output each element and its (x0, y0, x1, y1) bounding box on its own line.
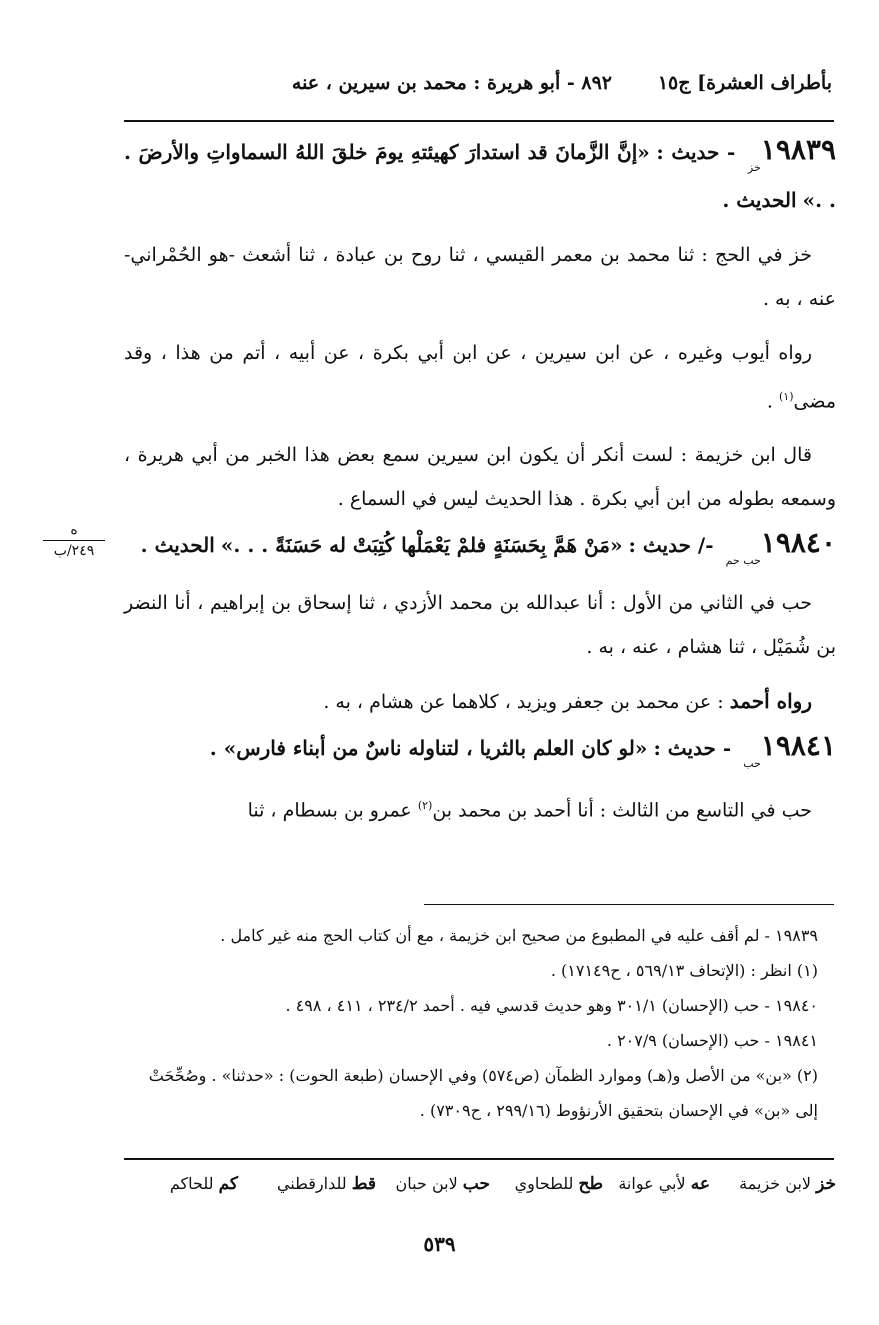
chain-text-end: عمرو بن بسطام ، ثنا (247, 799, 418, 822)
entry-keyword: -/ حديث : (628, 533, 714, 558)
legend-item (515, 1174, 603, 1194)
running-header (124, 66, 832, 106)
legend-name: للحاكم (169, 1174, 214, 1193)
legend-name: لابن حبان (395, 1174, 458, 1193)
entry-keyword: - حديث : (656, 140, 736, 164)
footnotes (124, 918, 836, 1128)
footnote-rule (424, 904, 834, 905)
header-chapter-title: ٨٩٢ - أبو هريرة : محمد بن سيرين ، عنه (291, 72, 612, 94)
legend-code: قط (351, 1174, 376, 1194)
entry-sources: خز (747, 161, 761, 174)
page-number: ٥٣٩ (423, 1232, 456, 1256)
margin-rule (43, 540, 105, 541)
entry-19839-chain: خز في الحج : ثنا محمد بن معمر القيسي ، ثنا روح بن عبادة ، ثنا أشعث -هو الحُمْراني- عنه ، به . (124, 244, 836, 310)
hadith-text: «لو كان العلم بالثريا ، لتناوله ناسٌ من أبناء فارس» . (209, 736, 648, 761)
entry-19839-note (124, 331, 836, 423)
margin-mark: ه (70, 522, 78, 538)
main-text (124, 128, 836, 833)
footnote-entry-19839: ١٩٨٣٩ - لم أقف عليه في المطبوع من صحيح ابن خزيمة ، مع أن كتاب الحج منه غير كامل . (220, 926, 818, 945)
entry-19840-note (124, 679, 836, 724)
legend-name: للدارقطني (276, 1174, 347, 1193)
entry-sources: حب (743, 757, 761, 771)
legend-code: طح (578, 1174, 603, 1194)
header-rule (124, 120, 834, 122)
footnote-entry-19841: ١٩٨٤١ - حب (الإحسان) ٢٠٧/٩ . (606, 1031, 818, 1050)
footnote-ref: (١) (778, 390, 794, 403)
note-text: رواه أيوب وغيره ، عن ابن سيرين ، عن ابن أبي بكرة ، عن أبيه ، أتم من هذا ، وقد مضى (124, 342, 836, 413)
footnote-ref: (٢) (417, 799, 433, 813)
legend-item (618, 1174, 710, 1194)
hadith-suffix: الحديث . (140, 533, 215, 558)
legend-code: حب (462, 1174, 490, 1194)
entry-19841-heading (124, 724, 836, 774)
note-end: . (766, 390, 779, 413)
legend-name: لأبي عوانة (618, 1174, 686, 1193)
legend-code: عه (690, 1174, 710, 1194)
entry-19839-heading (124, 128, 836, 223)
footnote-entry-19840: ١٩٨٤٠ - حب (الإحسان) ٣٠١/١ وهو حديث قدسي فيه . أحمد ٢٣٤/٢ ، ٤١١ ، ٤٩٨ . (285, 996, 818, 1015)
entry-19840-chain: حب في الثاني من الأول : أنا عبدالله بن محمد الأزدي ، ثنا إسحاق بن إبراهيم ، أنا النضر بن شُمَيْل ، ثنا هشام ، عنه ، به . (124, 592, 836, 659)
legend-item (739, 1174, 836, 1194)
entry-sources: حب حم (725, 554, 761, 568)
hadith-text: «إنَّ الزَّمانَ قد استدارَ كهيئتهِ يومَ خلقَ اللهُ السماواتِ والأرضَ . . .» (124, 140, 836, 212)
legend-item (170, 1174, 238, 1194)
margin-folio: ٢٤٩/ب (53, 543, 95, 559)
legend-item (277, 1174, 376, 1194)
entry-19840-heading (124, 521, 836, 571)
abbreviation-legend (124, 1168, 836, 1208)
entry-19839-comment: قال ابن خزيمة : لست أنكر أن يكون ابن سيرين سمع بعض هذا الخبر من أبي هريرة ، وسمعه بطوله من ابن أبي بكرة . هذا الحديث ليس في السماع . (124, 444, 836, 511)
chain-text: حب في التاسع من الثالث : أنا أحمد بن محمد بن (432, 799, 812, 822)
entry-number: ١٩٨٤٠ (760, 526, 836, 560)
margin-folio-note (34, 522, 114, 559)
hadith-suffix: الحديث . (722, 188, 797, 212)
entry-19841-chain (124, 784, 836, 832)
legend-code: خز (816, 1174, 836, 1194)
legend-item (396, 1174, 490, 1194)
footnote-1: (١) انظر : (الإتحاف ٥٦٩/١٣ ، ح١٧١٤٩) . (550, 961, 818, 980)
legend-code: كم (218, 1174, 238, 1194)
note-text: : عن محمد بن جعفر ويزيد ، كلاهما عن هشام ، به . (323, 691, 730, 714)
entry-keyword: - حديث : (653, 736, 732, 761)
note-label: رواه أحمد (729, 689, 812, 714)
legend-rule (124, 1158, 834, 1160)
entry-number: ١٩٨٤١ (760, 729, 836, 763)
legend-name: للطحاوي (514, 1174, 574, 1193)
legend-name: لابن خزيمة (739, 1174, 812, 1193)
header-book-title: بأطراف العشرة] ج١٥ (657, 72, 832, 94)
entry-number: ١٩٨٣٩ (760, 133, 836, 166)
footnote-2: (٢) «بن» من الأصل و(هـ) وموارد الظمآن (ص٥٧٤) وفي الإحسان (طبعة الحوت) : «حدثنا» . وصُحِّحَتْ إلى «بن» في الإحسان بتحقيق الأرنؤوط (٢٩٩/١٦ ، ح٧٣٠٩) . (148, 1066, 818, 1120)
hadith-text: «مَنْ هَمَّ بِحَسَنَةٍ فلمْ يَعْمَلْها كُتِبَتْ له حَسَنَةً . . .» (220, 533, 623, 558)
